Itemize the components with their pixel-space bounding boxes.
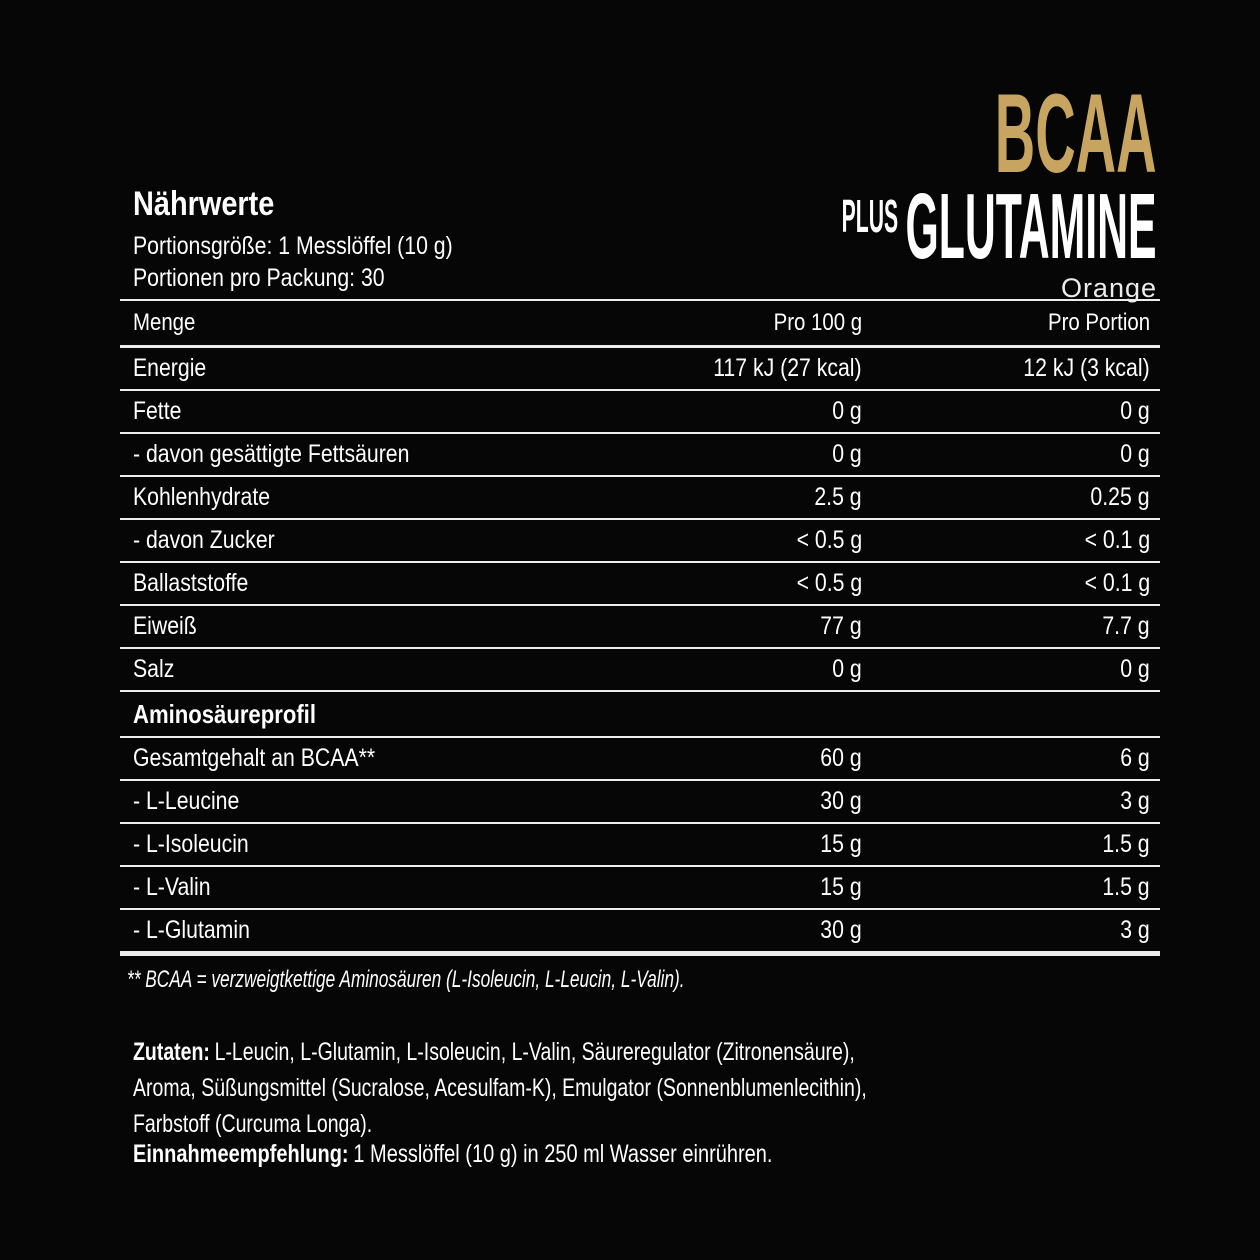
nutrition-header (133, 186, 509, 294)
per-100g-value: 0 g (832, 655, 862, 683)
per-portion-cell (862, 612, 1150, 641)
header-portion: Pro Portion (1047, 309, 1150, 336)
nutrient-label: - L-Leucine (133, 787, 240, 815)
nutrient-label: Salz (133, 655, 175, 683)
table-header-row (120, 301, 1160, 348)
per-portion-cell (862, 569, 1150, 598)
per-100g-cell (602, 830, 862, 859)
nutrient-label: Fette (133, 397, 182, 425)
table-row (120, 910, 1160, 956)
per-100g-value: 2.5 g (814, 483, 862, 511)
header-per100-cell (602, 309, 862, 337)
per-100g-cell (602, 655, 862, 684)
per-portion-cell (862, 787, 1150, 816)
table-row (120, 867, 1160, 910)
per-100g-cell (602, 744, 862, 773)
per-100g-value: 15 g (820, 830, 862, 858)
bcaa-footnote-text: ** BCAA = verzweigtkettige Aminosäuren (L-Isoleucin, L-Leucin, L-Valin). (127, 966, 685, 993)
per-portion-value: 12 kJ (3 kcal) (1023, 354, 1150, 382)
dosage-paragraph (133, 1140, 772, 1169)
per-100g-cell (602, 612, 862, 641)
per-100g-value: 15 g (820, 873, 862, 901)
main-rows (120, 348, 1160, 692)
nutrient-label-cell (133, 440, 602, 469)
nutrient-label-cell (133, 397, 602, 426)
ingredients-text: L-Leucin, L-Glutamin, L-Isoleucin, L-Valin, Säureregulator (Zitronensäure), Aroma, Süßungsmittel (Sucralose, Acesulfam-K), Emulgator (Sonnenblumenlecithin), Farbstoff (Curcuma Longa). (133, 1038, 867, 1138)
nutrient-label-cell (133, 916, 602, 945)
servings-per-pack-line (133, 262, 509, 294)
per-portion-cell (862, 744, 1150, 773)
per-portion-value: 0 g (1120, 440, 1150, 468)
nutrient-label-cell (133, 483, 602, 512)
per-100g-value: 0 g (832, 397, 862, 425)
nutrient-label-cell (133, 569, 602, 598)
page-title-text: Nährwerte (133, 185, 275, 223)
table-row (120, 520, 1160, 563)
nutrition-table (120, 299, 1160, 956)
per-100g-cell (602, 787, 862, 816)
header-portion-cell (862, 309, 1150, 337)
per-portion-value: 0.25 g (1090, 483, 1150, 511)
per-100g-cell (602, 873, 862, 902)
per-portion-value: 3 g (1120, 787, 1150, 815)
per-portion-cell (862, 440, 1150, 469)
table-row (120, 738, 1160, 781)
amino-section-heading-row (120, 692, 1160, 738)
table-row (120, 563, 1160, 606)
ingredients-paragraph (133, 1034, 913, 1142)
nutrient-label: Ballaststoffe (133, 569, 249, 597)
per-100g-cell (602, 397, 862, 426)
nutrient-label: Gesamtgehalt an BCAA** (133, 744, 376, 772)
per-100g-value: 117 kJ (27 kcal) (713, 354, 862, 382)
per-portion-value: 3 g (1120, 916, 1150, 944)
per-portion-cell (862, 916, 1150, 945)
servings-per-pack-text: Portionen pro Packung: 30 (133, 264, 385, 292)
ingredients-label: Zutaten: (133, 1038, 210, 1066)
per-100g-value: 0 g (832, 440, 862, 468)
per-portion-cell (862, 397, 1150, 426)
brand-name-bcaa: BCAA (995, 71, 1157, 196)
per-100g-cell (602, 916, 862, 945)
per-100g-value: < 0.5 g (796, 526, 862, 554)
nutrient-label: - davon Zucker (133, 526, 275, 554)
dosage-label: Einnahmeempfehlung: (133, 1140, 349, 1168)
serving-size-line (133, 230, 509, 262)
nutrient-label-cell (133, 526, 602, 555)
header-per100: Pro 100 g (773, 309, 862, 336)
per-portion-value: 1.5 g (1102, 873, 1150, 901)
per-portion-value: 1.5 g (1102, 830, 1150, 858)
page-title (133, 186, 509, 222)
nutrient-label-cell (133, 873, 602, 902)
nutrient-label-cell (133, 830, 602, 859)
per-100g-cell (602, 354, 862, 383)
dosage-text: 1 Messlöffel (10 g) in 250 ml Wasser einrühren. (353, 1140, 773, 1168)
nutrient-label-cell (133, 612, 602, 641)
brand-line2 (842, 174, 1157, 278)
per-100g-value: 30 g (820, 787, 862, 815)
table-row (120, 477, 1160, 520)
per-portion-value: 7.7 g (1102, 612, 1150, 640)
table-row (120, 348, 1160, 391)
per-portion-value: 6 g (1120, 744, 1150, 772)
header-amount-cell (133, 309, 602, 337)
brand-name-glutamine: GLUTAMINE (905, 174, 1157, 278)
nutrient-label: - L-Valin (133, 873, 211, 901)
per-portion-value: 0 g (1120, 655, 1150, 683)
table-row (120, 649, 1160, 692)
per-100g-value: < 0.5 g (796, 569, 862, 597)
nutrient-label: - davon gesättigte Fettsäuren (133, 440, 410, 468)
per-portion-value: 0 g (1120, 397, 1150, 425)
per-100g-value: 77 g (820, 612, 862, 640)
nutrient-label-cell (133, 787, 602, 816)
per-100g-cell (602, 440, 862, 469)
nutrient-label: Energie (133, 354, 207, 382)
per-100g-cell (602, 569, 862, 598)
header-amount: Menge (133, 309, 196, 336)
nutrient-label-cell (133, 744, 602, 773)
per-portion-cell (862, 873, 1150, 902)
per-portion-cell (862, 526, 1150, 555)
per-100g-value: 60 g (820, 744, 862, 772)
serving-size-text: Portionsgröße: 1 Messlöffel (10 g) (133, 232, 453, 260)
flavor-label: Orange (1060, 273, 1157, 303)
per-portion-value: < 0.1 g (1084, 526, 1150, 554)
table-row (120, 606, 1160, 649)
nutrient-label-cell (133, 354, 602, 383)
nutrient-label: Eiweiß (133, 612, 197, 640)
per-100g-cell (602, 526, 862, 555)
per-portion-cell (862, 483, 1150, 512)
nutrient-label-cell (133, 655, 602, 684)
per-portion-cell (862, 354, 1150, 383)
brand-block (472, 71, 1157, 304)
per-100g-value: 30 g (820, 916, 862, 944)
nutrient-label: - L-Isoleucin (133, 830, 249, 858)
per-portion-value: < 0.1 g (1084, 569, 1150, 597)
table-row (120, 781, 1160, 824)
bcaa-footnote (127, 966, 901, 994)
serving-info (133, 230, 509, 294)
per-100g-cell (602, 483, 862, 512)
amino-rows (120, 738, 1160, 956)
nutrient-label: Kohlenhydrate (133, 483, 271, 511)
table-row (120, 391, 1160, 434)
table-row (120, 824, 1160, 867)
amino-section-heading: Aminosäureprofil (133, 698, 316, 729)
per-portion-cell (862, 830, 1150, 859)
nutrient-label: - L-Glutamin (133, 916, 250, 944)
brand-plus-label: PLUS (842, 190, 899, 242)
table-row (120, 434, 1160, 477)
per-portion-cell (862, 655, 1150, 684)
